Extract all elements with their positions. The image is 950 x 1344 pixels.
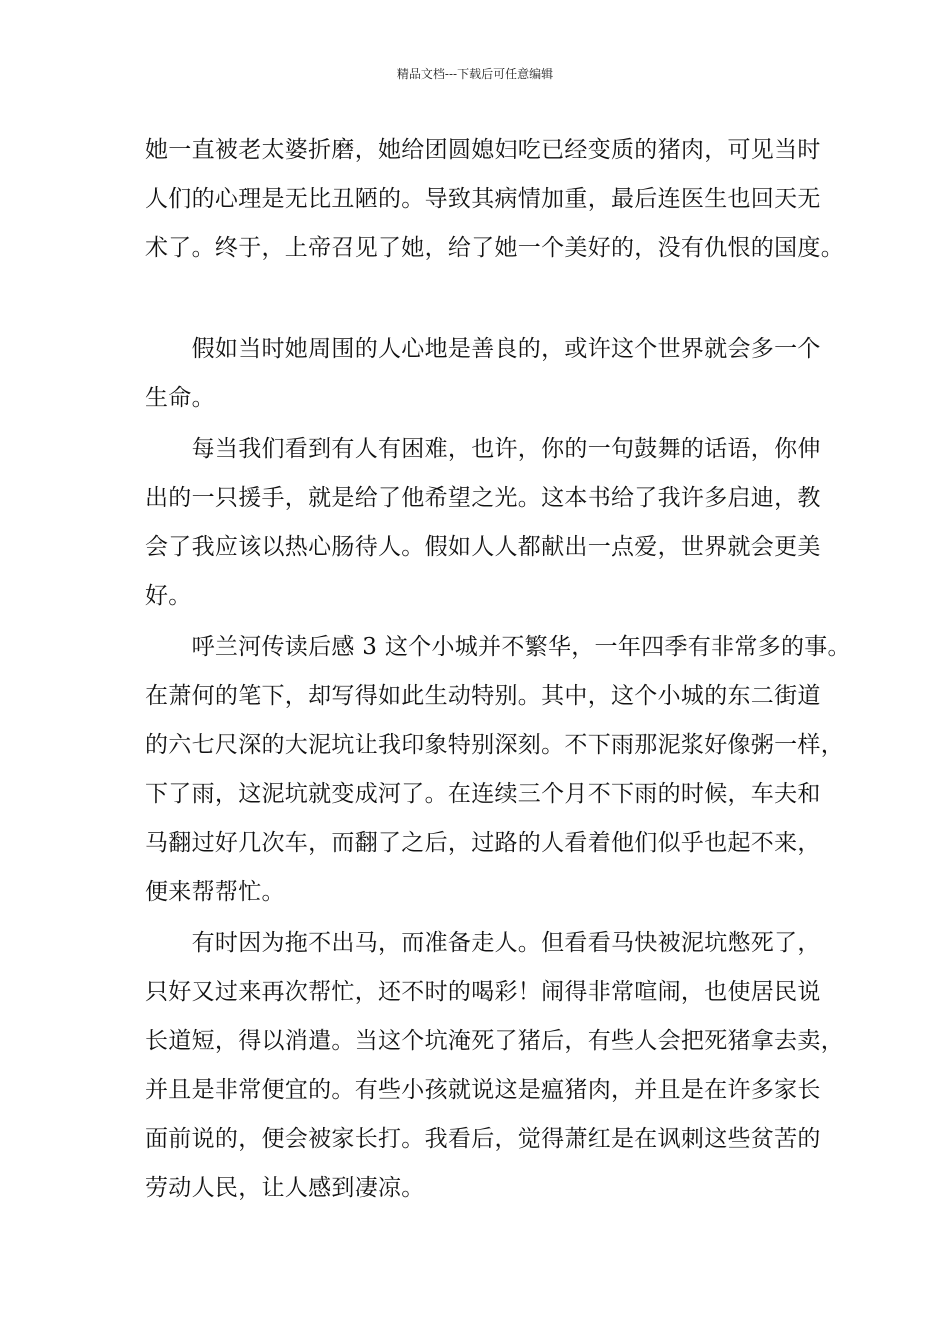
text-line: 好。 — [145, 583, 192, 609]
text-line: 生命。 — [145, 385, 215, 411]
text-line: 假如当时她周围的人心地是善良的，或许这个世界就会多一个 — [145, 336, 821, 362]
text-line: 长道短，得以消遣。当这个坑淹死了猪后，有些人会把死猪拿去卖， — [145, 1028, 844, 1054]
text-line: 马翻过好几次车，而翻了之后，过路的人看着他们似乎也起不来， — [145, 830, 821, 856]
text-line: 她一直被老太婆折磨，她给团圆媳妇吃已经变质的猪肉，可见当时 — [145, 137, 821, 163]
text-line: 下了雨，这泥坑就变成河了。在连续三个月不下雨的时候，车夫和 — [145, 781, 821, 807]
text-line: 有时因为拖不出马，而准备走人。但看看马快被泥坑憋死了， — [145, 930, 821, 956]
text-line: 出的一只援手，就是给了他希望之光。这本书给了我许多启迪，教 — [145, 485, 821, 511]
text-line: 便来帮帮忙。 — [145, 879, 285, 905]
text-line: 在萧何的笔下，却写得如此生动特别。其中，这个小城的东二街道 — [145, 683, 821, 709]
text-line: 面前说的，便会被家长打。我看后，觉得萧红是在讽刺这些贫苦的 — [145, 1126, 821, 1152]
text-line: 只好又过来再次帮忙，还不时的喝彩！闹得非常喧闹，也使居民说 — [145, 979, 821, 1005]
page-header: 精品文档---下载后可任意编辑 — [396, 67, 554, 81]
text-line: 每当我们看到有人有困难，也许，你的一句鼓舞的话语，你伸 — [145, 436, 821, 462]
text-line: 人们的心理是无比丑陋的。导致其病情加重，最后连医生也回天无 — [145, 186, 821, 212]
text-line: 并且是非常便宜的。有些小孩就说这是瘟猪肉，并且是在许多家长 — [145, 1077, 821, 1103]
text-line: 劳动人民，让人感到凄凉。 — [145, 1175, 425, 1201]
text-line: 呼兰河传读后感 3 这个小城并不繁华，一年四季有非常多的事。 — [145, 634, 851, 660]
text-line: 的六七尺深的大泥坑让我印象特别深刻。不下雨那泥浆好像粥一样， — [145, 732, 844, 758]
text-line: 术了。终于，上帝召见了她，给了她一个美好的，没有仇恨的国度。 — [145, 235, 844, 261]
text-line: 会了我应该以热心肠待人。假如人人都献出一点爱，世界就会更美 — [145, 534, 821, 560]
